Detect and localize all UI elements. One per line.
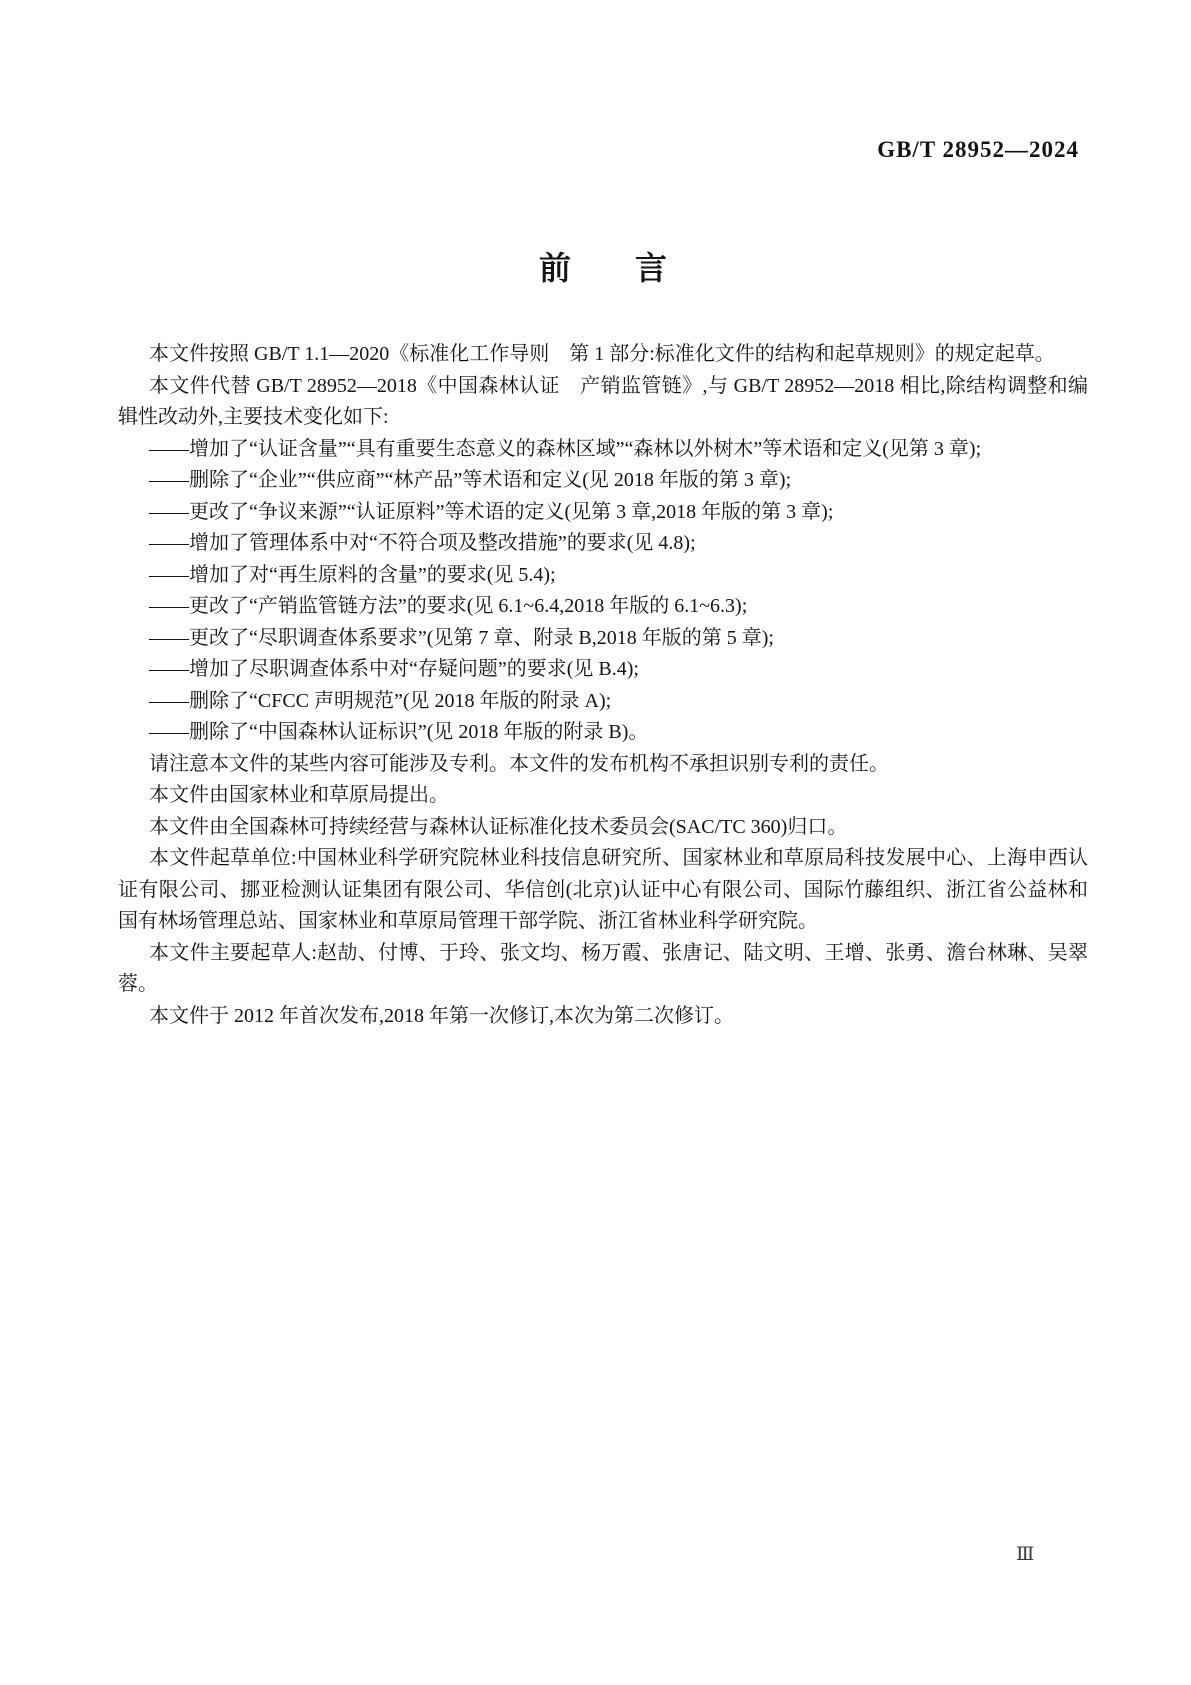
change-item: ——删除了“CFCC 声明规范”(见 2018 年版的附录 A); xyxy=(149,689,612,712)
closing-paragraph: 本文件起草单位:中国林业科学研究院林业科技信息研究所、国家林业和草原局科技发展中心、上海申西认证有限公司、挪亚检测认证集团有限公司、华信创(北京)认证中心有限公司、国际竹藤组织、浙江省公益林和国有林场管理总站、国家林业和草原局管理干部学院、浙江省林业科学研究院。 xyxy=(118,847,1088,932)
closing-paragraph: 请注意本文件的某些内容可能涉及专利。本文件的发布机构不承担识别专利的责任。 xyxy=(149,752,889,775)
closing-paragraph: 本文件由国家林业和草原局提出。 xyxy=(149,784,449,806)
change-item: ——增加了“认证含量”“具有重要生态意义的森林区域”“森林以外树木”等术语和定义(见第 3 章); xyxy=(149,437,982,460)
change-item: ——增加了尽职调查体系中对“存疑问题”的要求(见 B.4); xyxy=(149,658,639,680)
closing-paragraph: 本文件由全国森林可持续经营与森林认证标准化技术委员会(SAC/TC 360)归口。 xyxy=(149,815,848,838)
change-item: ——增加了对“再生原料的含量”的要求(见 5.4); xyxy=(149,563,556,586)
intro-paragraph: 本文件按照 GB/T 1.1—2020《标准化工作导则 第 1 部分:标准化文件的结构和起草规则》的规定起草。 xyxy=(149,343,1055,365)
intro-paragraph: 本文件代替 GB/T 28952—2018《中国森林认证 产销监管链》,与 GB/T 28952—2018 相比,除结构调整和编辑性改动外,主要技术变化如下: xyxy=(118,374,1088,428)
change-item: ——更改了“产销监管链方法”的要求(见 6.1~6.4,2018 年版的 6.1~6.3); xyxy=(149,595,748,617)
closing-paragraph: 本文件主要起草人:赵劼、付博、于玲、张文均、杨万霞、张唐记、陆文明、王增、张勇、澹台林琳、吴翠蓉。 xyxy=(118,941,1088,995)
foreword-body xyxy=(118,339,1088,1032)
page-number: Ⅲ xyxy=(1016,1544,1035,1565)
change-item: ——增加了管理体系中对“不符合项及整改措施”的要求(见 4.8); xyxy=(149,532,696,554)
closing-paragraph: 本文件于 2012 年首次发布,2018 年第一次修订,本次为第二次修订。 xyxy=(149,1004,734,1027)
change-item: ——删除了“中国森林认证标识”(见 2018 年版的附录 B)。 xyxy=(149,721,649,743)
change-item: ——删除了“企业”“供应商”“林产品”等术语和定义(见 2018 年版的第 3 章); xyxy=(149,469,792,491)
change-item: ——更改了“争议来源”“认证原料”等术语的定义(见第 3 章,2018 年版的第 3 章); xyxy=(149,500,834,523)
doc-number: GB/T 28952—2024 xyxy=(877,137,1079,162)
change-item: ——更改了“尽职调查体系要求”(见第 7 章、附录 B,2018 年版的第 5 章); xyxy=(149,626,774,649)
page-title: 前 言 xyxy=(538,250,667,286)
